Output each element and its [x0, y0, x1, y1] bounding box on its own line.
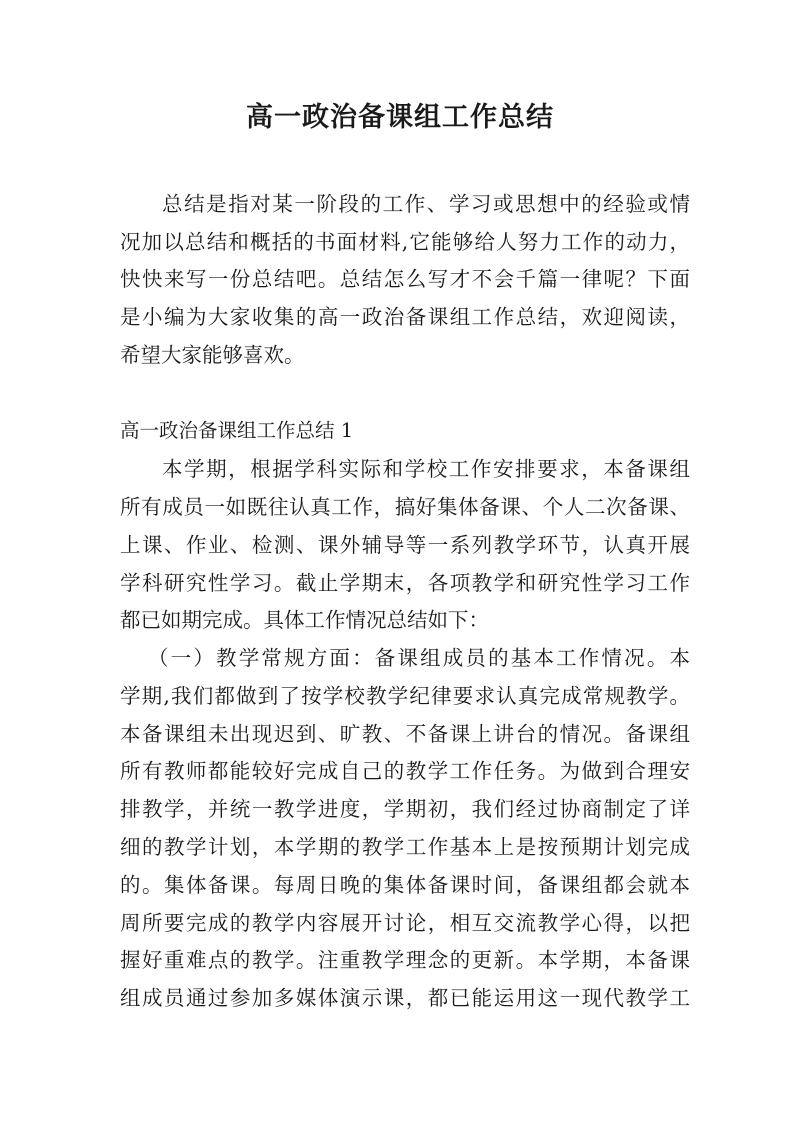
paragraph-line: 细的教学计划，本学期的教学工作基本上是按预期计划完成	[120, 835, 690, 859]
intro-line: 况加以总结和概括的书面材料,它能够给人努力工作的动力，	[120, 230, 690, 254]
intro-line: 快快来写一份总结吧。总结怎么写才不会千篇一律呢？下面	[120, 267, 690, 291]
paragraph-line: 组成员通过参加多媒体演示课，都已能运用这一现代教学工	[120, 986, 690, 1010]
paragraph-line: 学科研究性学习。截止学期末，各项教学和研究性学习工作	[120, 571, 690, 595]
paragraph-line: 的。集体备课。每周日晚的集体备课时间，备课组都会就本	[120, 873, 690, 897]
document-title: 高一政治备课组工作总结	[246, 102, 554, 133]
paragraph-line: 本学期，根据学科实际和学校工作安排要求，本备课组	[162, 457, 690, 481]
paragraph-line: 所有成员一如既往认真工作，搞好集体备课、个人二次备课、	[120, 495, 690, 519]
paragraph-line: 所有教师都能较好完成自己的教学工作任务。为做到合理安	[120, 759, 690, 783]
paragraph-line: 都已如期完成。具体工作情况总结如下：	[120, 608, 489, 632]
intro-line: 希望大家能够喜欢。	[120, 343, 305, 367]
paragraph-line: 排教学，并统一教学进度，学期初，我们经过协商制定了详	[120, 797, 690, 821]
intro-line: 总结是指对某一阶段的工作、学习或思想中的经验或情	[162, 192, 690, 216]
paragraph-line: （一）教学常规方面：备课组成员的基本工作情况。本	[148, 646, 690, 670]
intro-line: 是小编为大家收集的高一政治备课组工作总结，欢迎阅读，	[120, 305, 690, 329]
section-heading: 高一政治备课组工作总结 1	[120, 419, 354, 442]
paragraph-line: 周所要完成的教学内容展开讨论，相互交流教学心得，以把	[120, 911, 690, 935]
paragraph-line: 握好重难点的教学。注重教学理念的更新。本学期，本备课	[120, 948, 690, 972]
paragraph-line: 本备课组未出现迟到、旷教、不备课上讲台的情况。备课组	[120, 722, 690, 746]
paragraph-line: 学期,我们都做到了按学校教学纪律要求认真完成常规教学。	[120, 684, 690, 708]
paragraph-line: 上课、作业、检测、课外辅导等一系列教学环节，认真开展	[120, 533, 690, 557]
